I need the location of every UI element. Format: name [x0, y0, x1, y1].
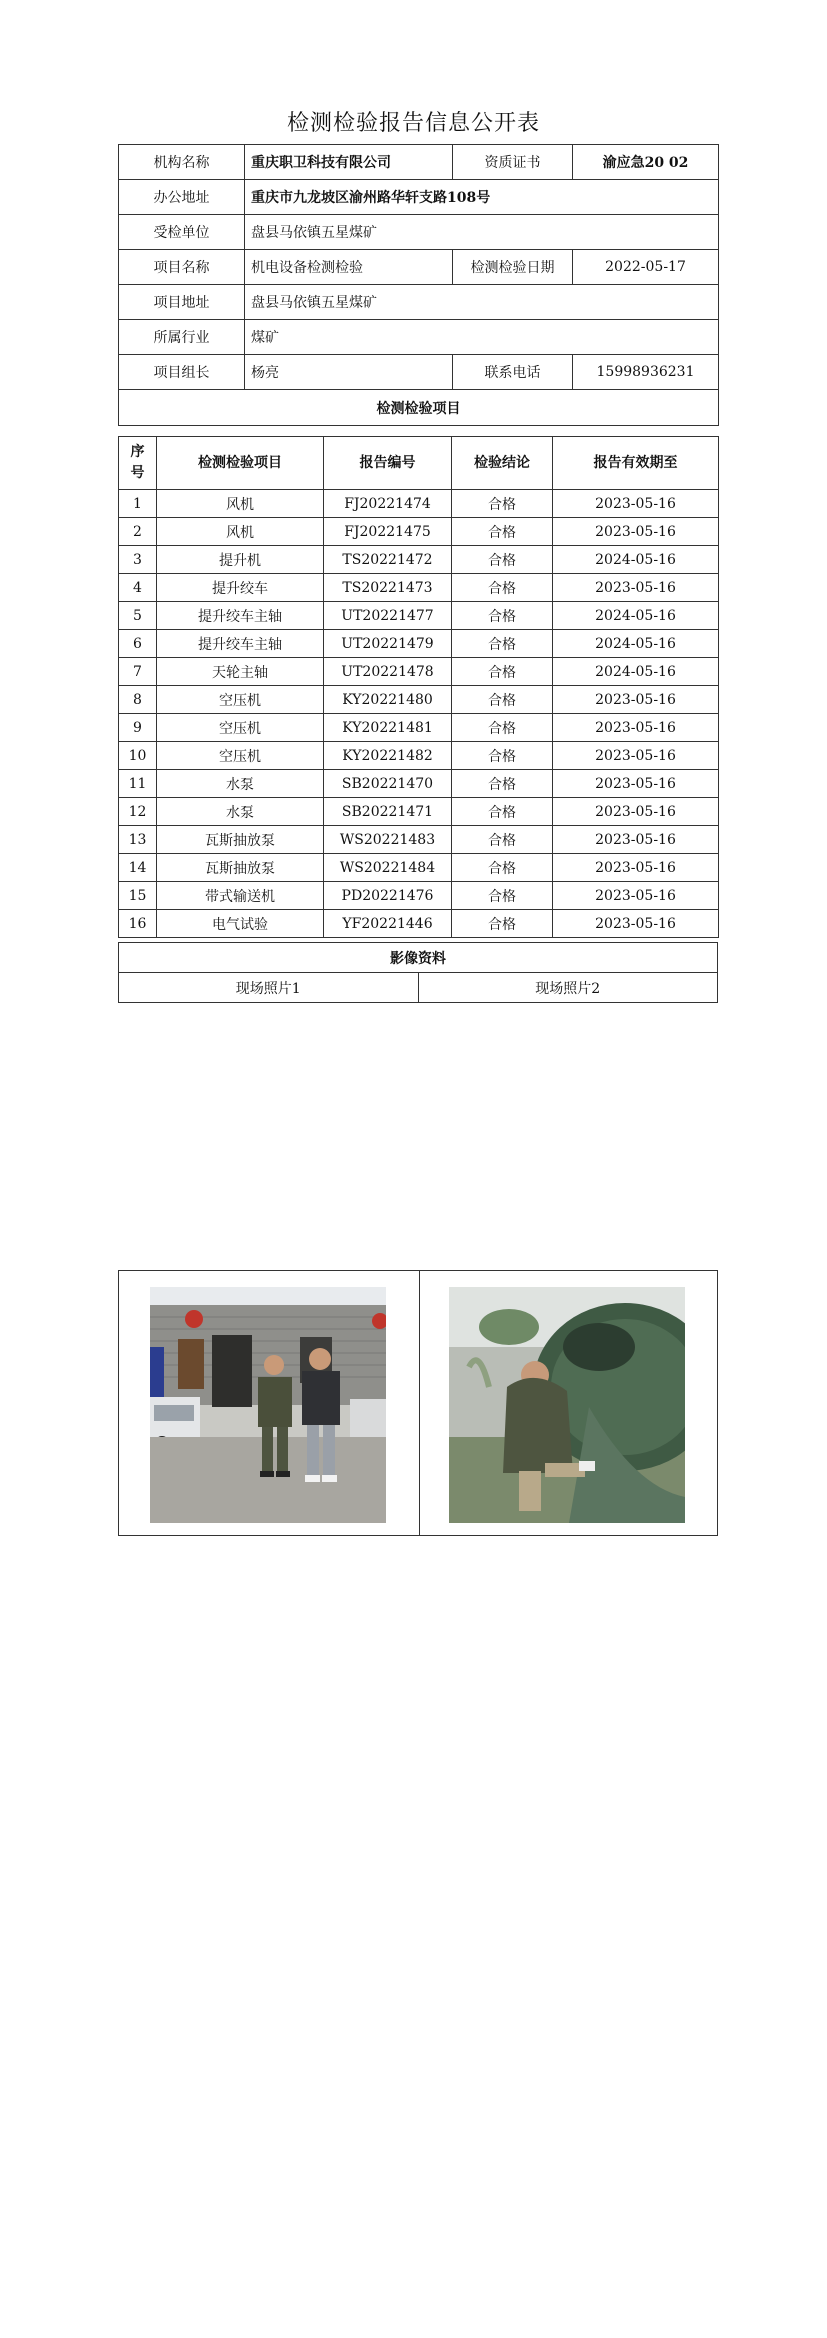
row-seq: 14 [119, 854, 157, 882]
col-conclusion: 检验结论 [452, 437, 553, 490]
row-item: 风机 [157, 490, 324, 518]
photo2-label: 现场照片2 [418, 973, 718, 1003]
inspected-value: 盘县马依镇五星煤矿 [245, 215, 719, 250]
row-report-no: YF20221446 [324, 910, 452, 938]
row-item: 瓦斯抽放泵 [157, 854, 324, 882]
office-label: 办公地址 [119, 180, 245, 215]
table-row [119, 742, 719, 770]
row-report-no: UT20221478 [324, 658, 452, 686]
photo-frame [118, 1270, 718, 1536]
row-item: 提升绞车主轴 [157, 602, 324, 630]
table-row [119, 658, 719, 686]
row-report-no: KY20221481 [324, 714, 452, 742]
row-report-no: PD20221476 [324, 882, 452, 910]
table-row [119, 826, 719, 854]
row-seq: 2 [119, 518, 157, 546]
row-report-no: FJ20221474 [324, 490, 452, 518]
row-conclusion: 合格 [452, 742, 553, 770]
row-valid-until: 2023-05-16 [553, 770, 719, 798]
date-value: 2022-05-17 [573, 250, 719, 285]
row-seq: 9 [119, 714, 157, 742]
row-valid-until: 2023-05-16 [553, 490, 719, 518]
row-seq: 15 [119, 882, 157, 910]
row-item: 空压机 [157, 714, 324, 742]
row-item: 空压机 [157, 742, 324, 770]
address-label: 项目地址 [119, 285, 245, 320]
row-valid-until: 2024-05-16 [553, 546, 719, 574]
row-seq: 5 [119, 602, 157, 630]
row-item: 水泵 [157, 798, 324, 826]
row-report-no: WS20221484 [324, 854, 452, 882]
row-seq: 13 [119, 826, 157, 854]
table-row [119, 602, 719, 630]
row-item: 提升绞车 [157, 574, 324, 602]
row-seq: 11 [119, 770, 157, 798]
col-item: 检测检验项目 [157, 437, 324, 490]
col-report-no: 报告编号 [324, 437, 452, 490]
row-conclusion: 合格 [452, 658, 553, 686]
row-conclusion: 合格 [452, 770, 553, 798]
row-valid-until: 2023-05-16 [553, 882, 719, 910]
items-section-heading: 检测检验项目 [119, 390, 719, 426]
row-seq: 7 [119, 658, 157, 686]
row-conclusion: 合格 [452, 490, 553, 518]
row-conclusion: 合格 [452, 546, 553, 574]
org-value: 重庆职卫科技有限公司 [245, 145, 453, 180]
phone-value: 15998936231 [573, 355, 719, 390]
row-item: 带式输送机 [157, 882, 324, 910]
row-report-no: SB20221470 [324, 770, 452, 798]
col-valid-until: 报告有效期至 [553, 437, 719, 490]
row-valid-until: 2023-05-16 [553, 574, 719, 602]
row-conclusion: 合格 [452, 910, 553, 938]
row-valid-until: 2023-05-16 [553, 686, 719, 714]
table-row [119, 546, 719, 574]
leader-label: 项目组长 [119, 355, 245, 390]
table-row [119, 714, 719, 742]
site-photo-2 [449, 1287, 685, 1523]
info-table [118, 144, 719, 426]
row-item: 水泵 [157, 770, 324, 798]
photo-divider [419, 1271, 420, 1535]
row-valid-until: 2023-05-16 [553, 518, 719, 546]
row-seq: 3 [119, 546, 157, 574]
project-label: 项目名称 [119, 250, 245, 285]
table-row [119, 798, 719, 826]
row-conclusion: 合格 [452, 574, 553, 602]
table-row [119, 686, 719, 714]
table-row [119, 630, 719, 658]
cert-value: 渝应急20 02 [573, 145, 719, 180]
phone-label: 联系电话 [453, 355, 573, 390]
media-table [118, 942, 718, 1003]
table-row [119, 854, 719, 882]
industry-label: 所属行业 [119, 320, 245, 355]
page-title: 检测检验报告信息公开表 [286, 111, 540, 136]
industry-value: 煤矿 [245, 320, 719, 355]
media-section-heading: 影像资料 [119, 943, 718, 973]
row-valid-until: 2024-05-16 [553, 658, 719, 686]
row-report-no: UT20221479 [324, 630, 452, 658]
date-label: 检测检验日期 [453, 250, 573, 285]
items-table [118, 436, 719, 938]
row-report-no: UT20221477 [324, 602, 452, 630]
row-item: 风机 [157, 518, 324, 546]
row-conclusion: 合格 [452, 602, 553, 630]
site-photo-1 [150, 1287, 386, 1523]
row-item: 电气试验 [157, 910, 324, 938]
row-conclusion: 合格 [452, 518, 553, 546]
row-valid-until: 2023-05-16 [553, 854, 719, 882]
row-valid-until: 2023-05-16 [553, 742, 719, 770]
address-value: 盘县马依镇五星煤矿 [245, 285, 719, 320]
table-row [119, 490, 719, 518]
row-item: 空压机 [157, 686, 324, 714]
row-seq: 8 [119, 686, 157, 714]
org-label: 机构名称 [119, 145, 245, 180]
row-conclusion: 合格 [452, 686, 553, 714]
row-conclusion: 合格 [452, 854, 553, 882]
table-row [119, 518, 719, 546]
project-value: 机电设备检测检验 [245, 250, 453, 285]
row-seq: 12 [119, 798, 157, 826]
row-conclusion: 合格 [452, 630, 553, 658]
inspected-label: 受检单位 [119, 215, 245, 250]
col-seq: 序号 [119, 437, 157, 490]
row-report-no: SB20221471 [324, 798, 452, 826]
row-valid-until: 2023-05-16 [553, 714, 719, 742]
row-seq: 4 [119, 574, 157, 602]
photo1-label: 现场照片1 [119, 973, 419, 1003]
table-row [119, 910, 719, 938]
table-row [119, 770, 719, 798]
row-item: 提升机 [157, 546, 324, 574]
row-valid-until: 2023-05-16 [553, 910, 719, 938]
row-valid-until: 2023-05-16 [553, 826, 719, 854]
row-report-no: KY20221480 [324, 686, 452, 714]
row-conclusion: 合格 [452, 714, 553, 742]
row-seq: 1 [119, 490, 157, 518]
leader-value: 杨亮 [245, 355, 453, 390]
row-conclusion: 合格 [452, 826, 553, 854]
row-item: 提升绞车主轴 [157, 630, 324, 658]
row-conclusion: 合格 [452, 882, 553, 910]
row-report-no: WS20221483 [324, 826, 452, 854]
row-valid-until: 2024-05-16 [553, 630, 719, 658]
row-item: 瓦斯抽放泵 [157, 826, 324, 854]
row-item: 天轮主轴 [157, 658, 324, 686]
office-value: 重庆市九龙坡区渝州路华轩支路108号 [245, 180, 719, 215]
row-report-no: KY20221482 [324, 742, 452, 770]
row-valid-until: 2024-05-16 [553, 602, 719, 630]
row-seq: 10 [119, 742, 157, 770]
cert-label: 资质证书 [453, 145, 573, 180]
row-report-no: TS20221473 [324, 574, 452, 602]
row-seq: 16 [119, 910, 157, 938]
table-row [119, 574, 719, 602]
row-valid-until: 2023-05-16 [553, 798, 719, 826]
row-report-no: FJ20221475 [324, 518, 452, 546]
row-seq: 6 [119, 630, 157, 658]
table-row [119, 882, 719, 910]
row-conclusion: 合格 [452, 798, 553, 826]
row-report-no: TS20221472 [324, 546, 452, 574]
